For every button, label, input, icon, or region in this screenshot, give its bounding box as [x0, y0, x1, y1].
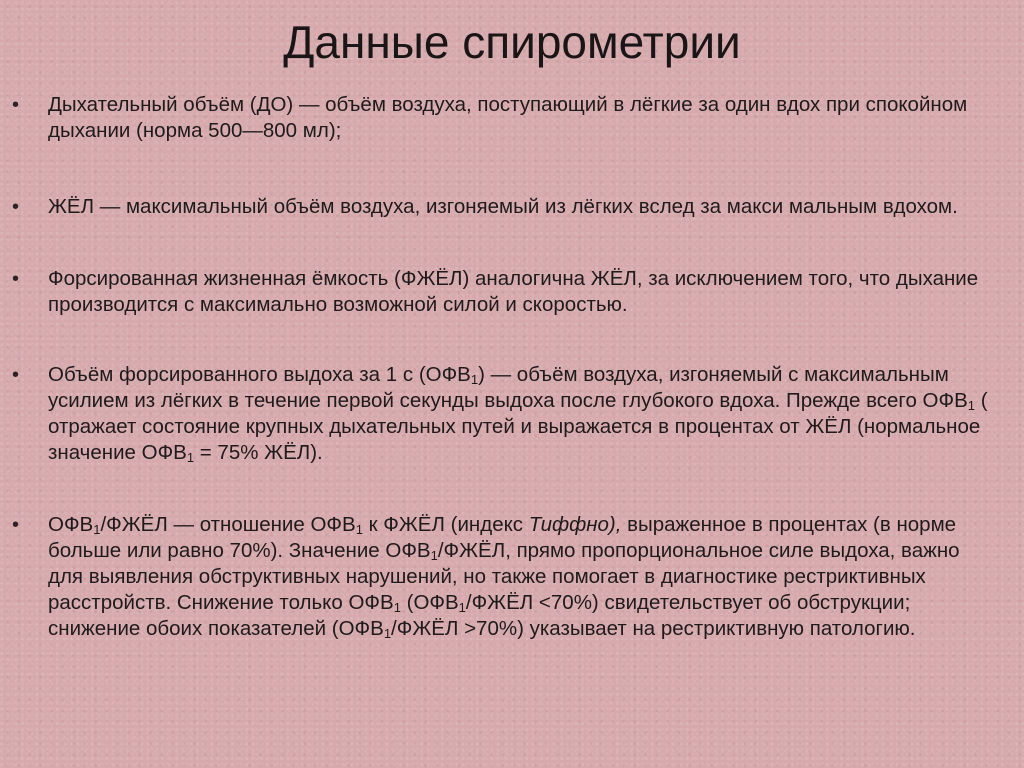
text-part: ( отражает состояние крупных дыхательных путей и выражается в процентах от ЖЁЛ (нормальное значение ОФВ	[48, 389, 988, 464]
bullet-text: Форсированная жизненная ёмкость (ФЖЁЛ) аналогична ЖЁЛ, за исключением того, что дыхание производится с максимально возможной силой и скоростью.	[48, 267, 979, 316]
bullet-item-tidal-volume	[0, 92, 1024, 144]
bullet-dot-icon: •	[12, 364, 20, 386]
bullet-text	[48, 513, 960, 640]
text-part: ) — объём воздуха, изгоняемый с максимальным усилием из лёгких в течение первой секунды выдоха после глубокого вдоха. Прежде всего ОФВ	[48, 363, 968, 412]
bullet-list	[0, 86, 1024, 642]
text-part: к ФЖЁЛ (индекс	[362, 513, 529, 536]
text-part: ОФВ	[48, 513, 94, 536]
bullet-dot-icon: •	[12, 94, 20, 116]
slide-title: Данные спирометрии	[283, 16, 741, 68]
text-part: /ФЖЁЛ, прямо пропорциональное силе выдоха, важно для выявления обструктивных нарушений, но также помогает в диагностике рестриктивных расстройств. Снижение только ОФВ	[48, 539, 960, 614]
text-part: (ОФВ	[400, 591, 459, 614]
text-part: Объём форсированного выдоха за 1 с (ОФВ	[48, 363, 471, 386]
text-part: /ФЖЁЛ <70%) свидетельствует об обструкции; снижение обоих показателей (ОФВ	[48, 591, 911, 640]
subscript: 1	[383, 626, 392, 641]
text-part: выраженное в процентах (в норме больше или равно 70%). Значение ОФВ	[48, 513, 957, 562]
subscript: 1	[430, 548, 438, 563]
italic-term: Тиффно),	[528, 513, 622, 536]
bullet-text: Дыхательный объём (ДО) — объём воздуха, поступающий в лёгкие за один вдох при спокойном дыхании (норма 500—800 мл);	[48, 93, 968, 142]
bullet-dot-icon: •	[12, 514, 20, 536]
text-part: = 75% ЖЁЛ).	[194, 441, 323, 464]
bullet-text	[48, 363, 988, 464]
bullet-item-tiffeneau-index	[0, 512, 1024, 642]
bullet-dot-icon: •	[12, 268, 20, 290]
text-part: /ФЖЁЛ — отношение ОФВ	[100, 513, 356, 536]
subscript: 1	[470, 372, 479, 387]
subscript: 1	[186, 450, 195, 465]
bullet-item-vital-capacity	[0, 194, 1024, 220]
subscript: 1	[93, 522, 101, 537]
text-part: /ФЖЁЛ >70%) указывает на рестриктивную патологию.	[391, 617, 916, 640]
bullet-dot-icon: •	[12, 196, 20, 218]
bullet-item-fev1	[0, 362, 1024, 466]
subscript: 1	[393, 600, 401, 615]
bullet-text: ЖЁЛ — максимальный объём воздуха, изгоняемый из лёгких вслед за макси мальным вдохом.	[48, 195, 958, 218]
subscript: 1	[967, 398, 975, 413]
subscript: 1	[355, 522, 363, 537]
subscript: 1	[458, 600, 466, 615]
bullet-item-forced-vital-capacity	[0, 266, 1024, 318]
